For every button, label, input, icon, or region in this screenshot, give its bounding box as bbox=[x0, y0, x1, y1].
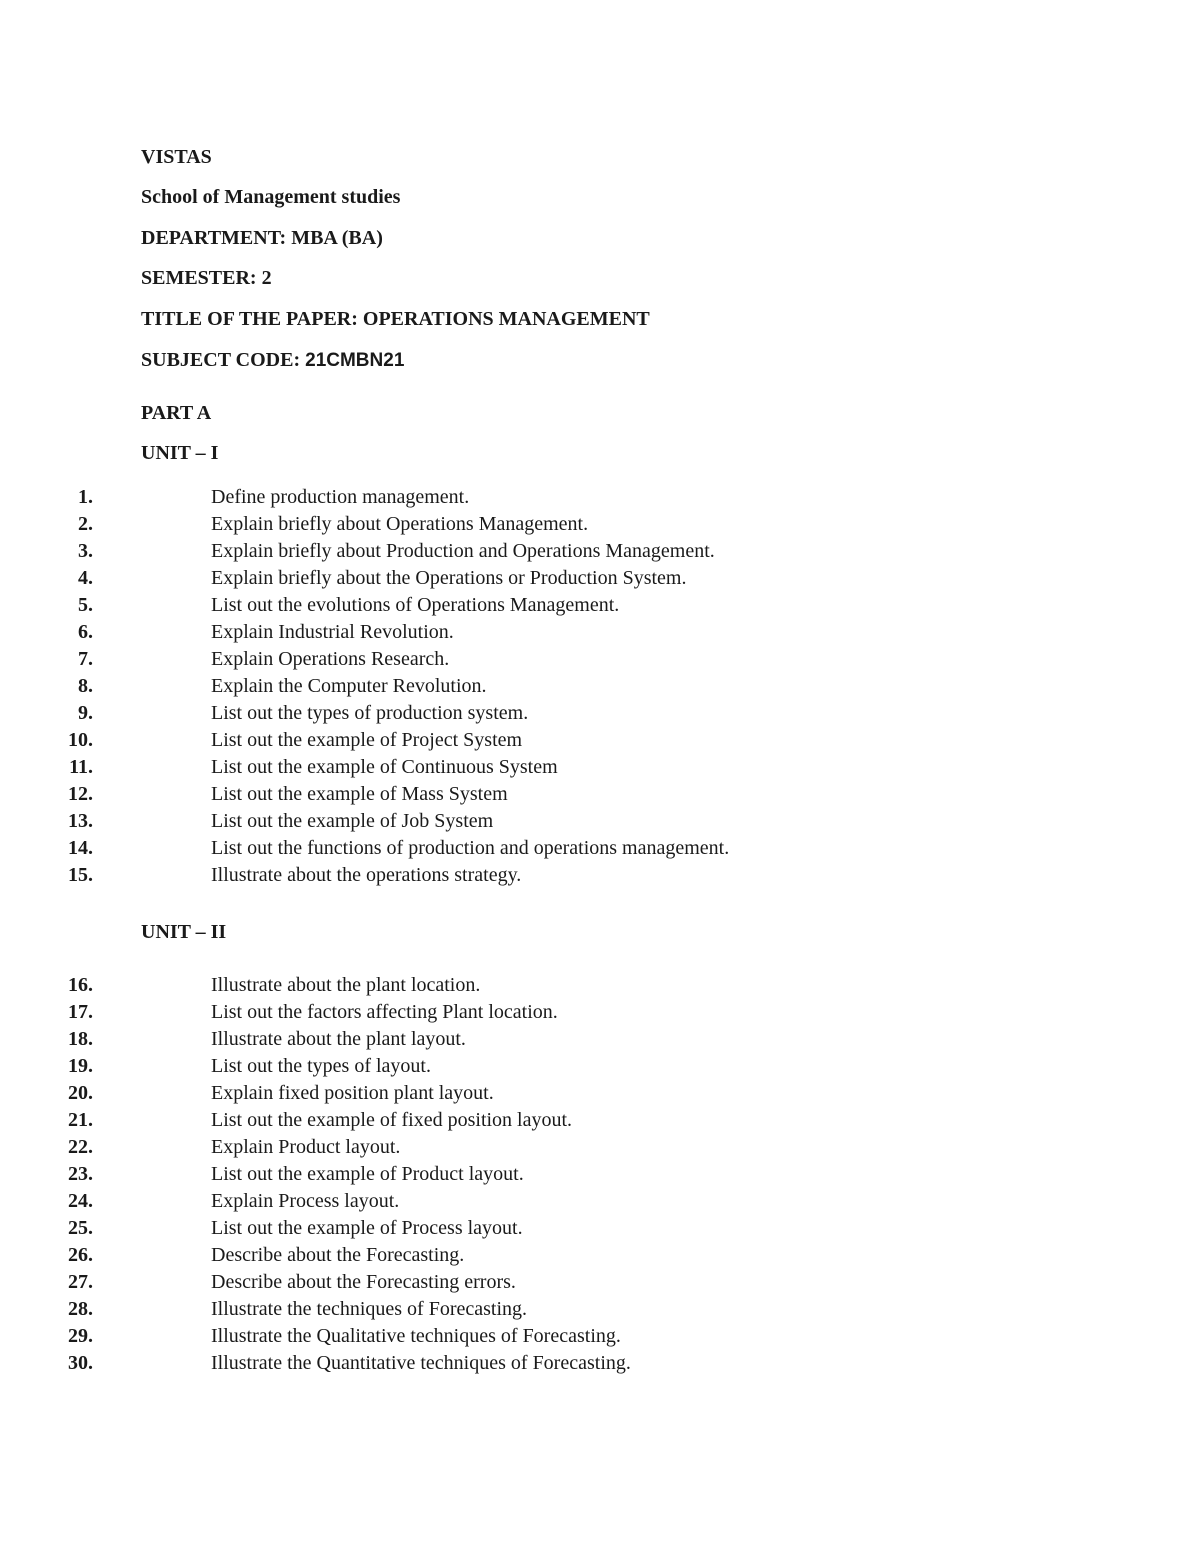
question-item bbox=[0, 538, 1100, 565]
question-item bbox=[0, 1242, 1100, 1269]
unit-1-heading: UNIT – I bbox=[141, 442, 219, 464]
question-number: 19. bbox=[68, 1055, 93, 1077]
question-text: Describe about the Forecasting. bbox=[211, 1244, 465, 1266]
question-number: 7. bbox=[78, 648, 93, 670]
question-number: 15. bbox=[68, 864, 93, 886]
question-item bbox=[0, 646, 1100, 673]
question-text: List out the functions of production and operations management. bbox=[211, 837, 730, 859]
question-number: 3. bbox=[78, 540, 93, 562]
question-text: List out the evolutions of Operations Management. bbox=[211, 594, 620, 616]
question-number: 21. bbox=[68, 1109, 93, 1131]
question-text: List out the example of Job System bbox=[211, 810, 494, 832]
question-text: Explain briefly about Production and Operations Management. bbox=[211, 540, 715, 562]
question-item bbox=[0, 1350, 1100, 1377]
question-text: Illustrate about the operations strategy. bbox=[211, 864, 522, 886]
question-text: Explain Operations Research. bbox=[211, 648, 450, 670]
question-text: List out the factors affecting Plant location. bbox=[211, 1001, 558, 1023]
question-number: 4. bbox=[78, 567, 93, 589]
question-item bbox=[0, 808, 1100, 835]
school-name: School of Management studies bbox=[141, 186, 401, 208]
question-text: Illustrate the techniques of Forecasting. bbox=[211, 1298, 528, 1320]
question-number: 10. bbox=[68, 729, 93, 751]
question-number: 25. bbox=[68, 1217, 93, 1239]
question-text: Explain the Computer Revolution. bbox=[211, 675, 487, 697]
question-text: Explain briefly about Operations Management. bbox=[211, 513, 589, 535]
question-item bbox=[0, 1134, 1100, 1161]
question-text: List out the types of layout. bbox=[211, 1055, 431, 1077]
semester-line: SEMESTER: 2 bbox=[141, 267, 272, 289]
question-number: 18. bbox=[68, 1028, 93, 1050]
question-text: List out the example of Project System bbox=[211, 729, 523, 751]
question-item bbox=[0, 1161, 1100, 1188]
question-item bbox=[0, 999, 1100, 1026]
question-item bbox=[0, 781, 1100, 808]
question-item bbox=[0, 972, 1100, 999]
question-item bbox=[0, 1026, 1100, 1053]
question-text: List out the types of production system. bbox=[211, 702, 529, 724]
question-number: 26. bbox=[68, 1244, 93, 1266]
department-line: DEPARTMENT: MBA (BA) bbox=[141, 227, 383, 249]
question-number: 12. bbox=[68, 783, 93, 805]
question-text: Explain Process layout. bbox=[211, 1190, 400, 1212]
question-item bbox=[0, 754, 1100, 781]
unit-2-heading: UNIT – II bbox=[141, 921, 227, 943]
question-item bbox=[0, 727, 1100, 754]
question-number: 14. bbox=[68, 837, 93, 859]
subject-code-label: SUBJECT CODE: bbox=[141, 349, 306, 371]
question-number: 11. bbox=[69, 756, 93, 778]
question-item bbox=[0, 700, 1100, 727]
unit-1-question-list bbox=[0, 484, 1100, 889]
question-text: Explain Industrial Revolution. bbox=[211, 621, 454, 643]
unit-2-question-list bbox=[0, 972, 1100, 1377]
question-item bbox=[0, 673, 1100, 700]
question-item bbox=[0, 1323, 1100, 1350]
question-text: Explain fixed position plant layout. bbox=[211, 1082, 494, 1104]
question-text: Illustrate the Qualitative techniques of Forecasting. bbox=[211, 1325, 621, 1347]
subject-code-line bbox=[141, 348, 404, 373]
question-number: 20. bbox=[68, 1082, 93, 1104]
question-text: List out the example of fixed position layout. bbox=[211, 1109, 573, 1131]
question-item bbox=[0, 511, 1100, 538]
question-number: 27. bbox=[68, 1271, 93, 1293]
question-item bbox=[0, 1296, 1100, 1323]
part-heading: PART A bbox=[141, 402, 212, 424]
question-item bbox=[0, 1053, 1100, 1080]
question-text: List out the example of Process layout. bbox=[211, 1217, 523, 1239]
question-item bbox=[0, 592, 1100, 619]
subject-code-value: 21CMBN21 bbox=[305, 350, 405, 371]
question-item bbox=[0, 619, 1100, 646]
question-number: 22. bbox=[68, 1136, 93, 1158]
question-number: 28. bbox=[68, 1298, 93, 1320]
question-number: 23. bbox=[68, 1163, 93, 1185]
question-item bbox=[0, 484, 1100, 511]
question-text: Explain briefly about the Operations or Production System. bbox=[211, 567, 687, 589]
question-text: Describe about the Forecasting errors. bbox=[211, 1271, 516, 1293]
question-text: Define production management. bbox=[211, 486, 470, 508]
question-text: List out the example of Continuous System bbox=[211, 756, 558, 778]
question-number: 13. bbox=[68, 810, 93, 832]
question-number: 30. bbox=[68, 1352, 93, 1374]
question-item bbox=[0, 862, 1100, 889]
question-number: 5. bbox=[78, 594, 93, 616]
question-text: Illustrate about the plant layout. bbox=[211, 1028, 466, 1050]
question-text: Explain Product layout. bbox=[211, 1136, 401, 1158]
question-item bbox=[0, 835, 1100, 862]
question-item bbox=[0, 1080, 1100, 1107]
question-number: 6. bbox=[78, 621, 93, 643]
question-item bbox=[0, 1215, 1100, 1242]
question-text: Illustrate about the plant location. bbox=[211, 974, 481, 996]
paper-title-line: TITLE OF THE PAPER: OPERATIONS MANAGEMENT bbox=[141, 308, 650, 330]
question-item bbox=[0, 1107, 1100, 1134]
question-number: 24. bbox=[68, 1190, 93, 1212]
question-number: 8. bbox=[78, 675, 93, 697]
question-text: List out the example of Product layout. bbox=[211, 1163, 524, 1185]
question-item bbox=[0, 1269, 1100, 1296]
question-number: 2. bbox=[78, 513, 93, 535]
question-text: List out the example of Mass System bbox=[211, 783, 508, 805]
question-number: 16. bbox=[68, 974, 93, 996]
question-text: Illustrate the Quantitative techniques of Forecasting. bbox=[211, 1352, 631, 1374]
institution-name: VISTAS bbox=[141, 146, 212, 168]
question-number: 29. bbox=[68, 1325, 93, 1347]
question-item bbox=[0, 1188, 1100, 1215]
question-number: 9. bbox=[78, 702, 93, 724]
question-item bbox=[0, 565, 1100, 592]
question-number: 1. bbox=[78, 486, 93, 508]
question-number: 17. bbox=[68, 1001, 93, 1023]
